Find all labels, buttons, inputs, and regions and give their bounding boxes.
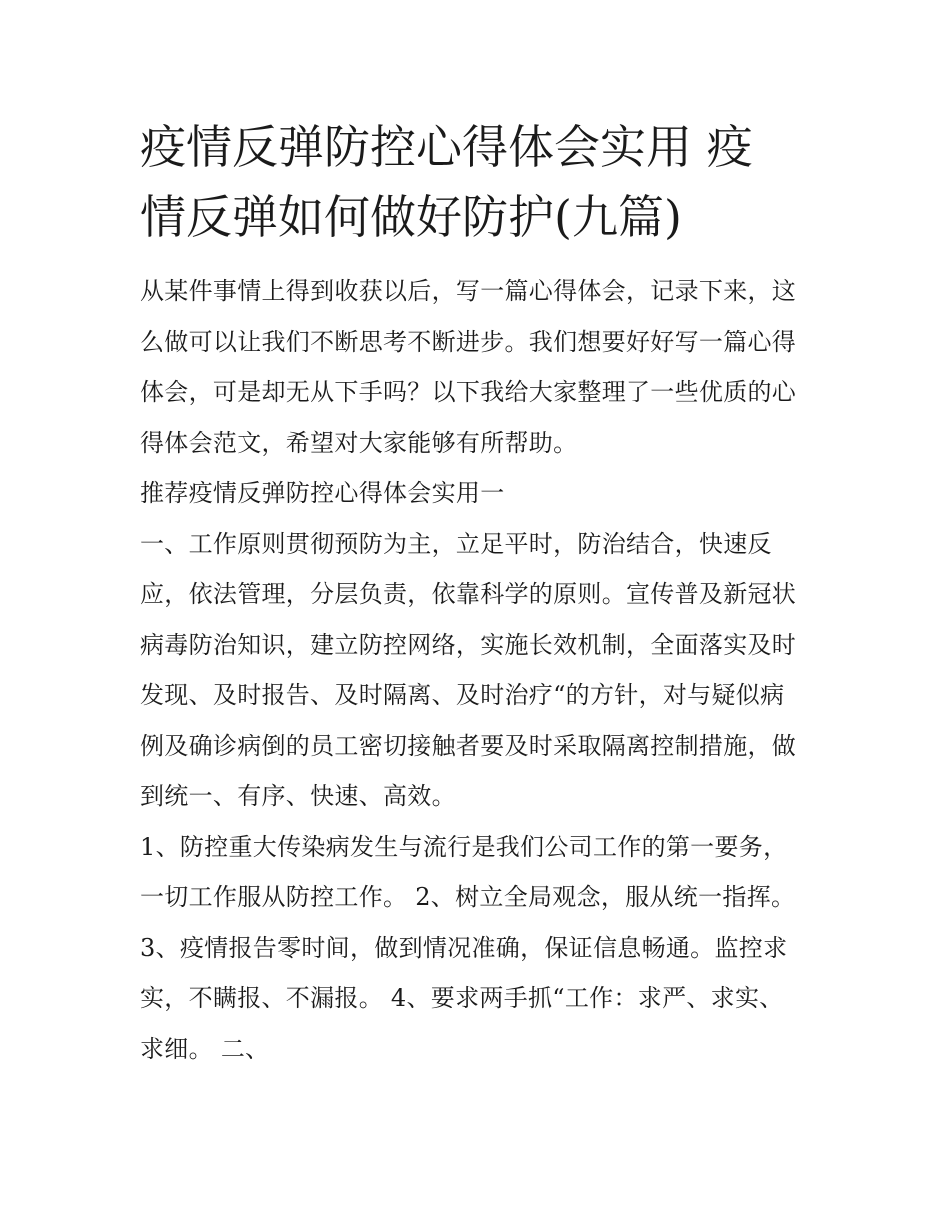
body-text-line: 得体会范文，希望对大家能够有所帮助。 bbox=[140, 428, 578, 457]
document-content bbox=[140, 112, 830, 1074]
body-text-line: 一切工作服从防控工作。 2、树立全局观念，服从统一指挥。 bbox=[140, 883, 796, 911]
body-text-line: 体会，可是却无从下手吗？以下我给大家整理了一些优质的心 bbox=[140, 378, 797, 406]
body-text-line: 病毒防治知识，建立防控网络，实施长效机制，全面落实及时 bbox=[140, 630, 797, 659]
body-text-line: 一、工作原则贯彻预防为主，立足平时，防治结合，快速反 bbox=[140, 529, 772, 558]
body-text-line: 从某件事情上得到收获以后，写一篇心得体会，记录下来，这 bbox=[140, 277, 797, 305]
title-line: 情反弹如何做好防护(九篇) bbox=[140, 190, 682, 244]
document-body bbox=[140, 266, 830, 1074]
body-text-line: 么做可以让我们不断思考不断进步。我们想要好好写一篇心得 bbox=[140, 327, 797, 356]
body-text-line: 3、疫情报告零时间，做到情况准确，保证信息畅通。监控求 bbox=[140, 933, 788, 962]
body-text-line: 应，依法管理，分层负责，依靠科学的原则。宣传普及新冠状 bbox=[140, 580, 797, 608]
body-text-line: 发现、及时报告、及时隔离、及时治疗“的方针，对与疑似病 bbox=[140, 681, 785, 709]
body-text-line: 实，不瞒报、不漏报。 4、要求两手抓“工作：求严、求实、 bbox=[140, 984, 784, 1012]
section-heading: 推荐疫情反弹防控心得体会实用一 bbox=[140, 479, 505, 507]
body-text-line: 例及确诊病倒的员工密切接触者要及时采取隔离控制措施，做 bbox=[140, 731, 797, 760]
body-text-line: 到统一、有序、快速、高效。 bbox=[140, 782, 456, 810]
body-text-line: 1、防控重大传染病发生与流行是我们公司工作的第一要务， bbox=[140, 832, 788, 861]
title-line: 疫情反弹防控心得体会实用 疫 bbox=[140, 120, 753, 174]
body-text-line: 求细。 二、 bbox=[140, 1034, 270, 1063]
document-title bbox=[140, 112, 830, 252]
